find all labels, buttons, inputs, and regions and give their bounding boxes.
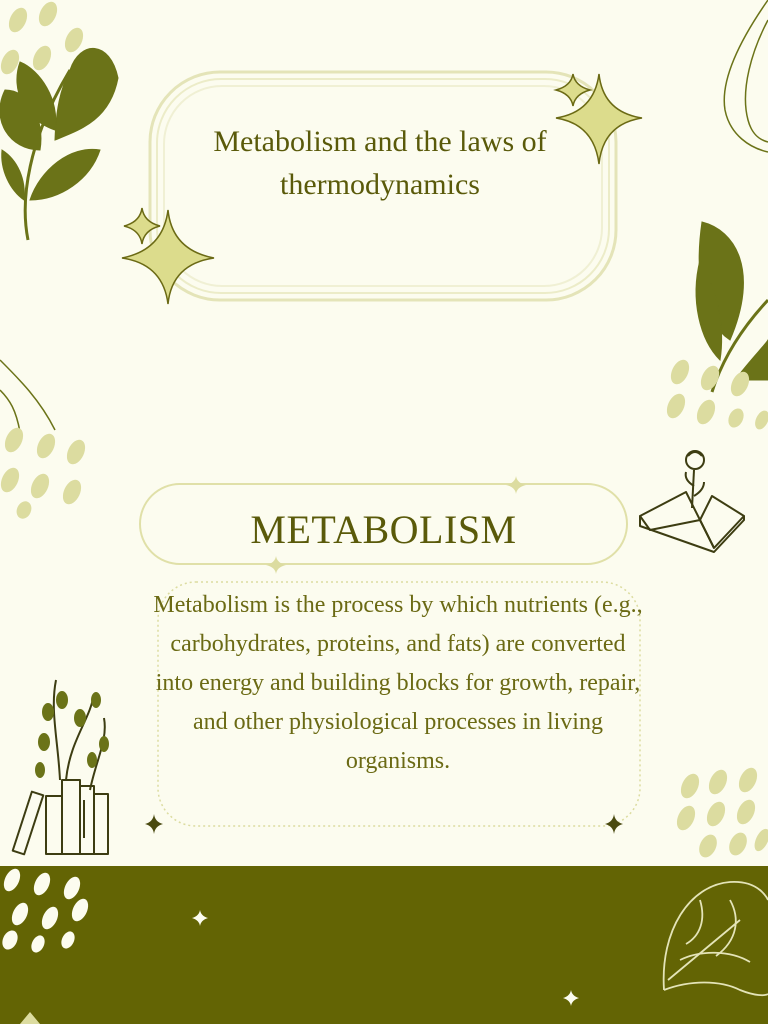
- section-heading: METABOLISM: [250, 507, 517, 552]
- monstera-leaf-icon: [664, 882, 768, 995]
- body-text: Metabolism is the process by which nutrients (e.g., carbohydrates, proteins, and fats) are converted into energy and building blocks for growth, repair, and other physiological processes in living organisms.: [153, 592, 643, 774]
- page-title: Metabolism and the laws of thermodynamics: [213, 125, 547, 201]
- sparkle-icon: [192, 910, 208, 926]
- sparkle-icon: [563, 990, 579, 1006]
